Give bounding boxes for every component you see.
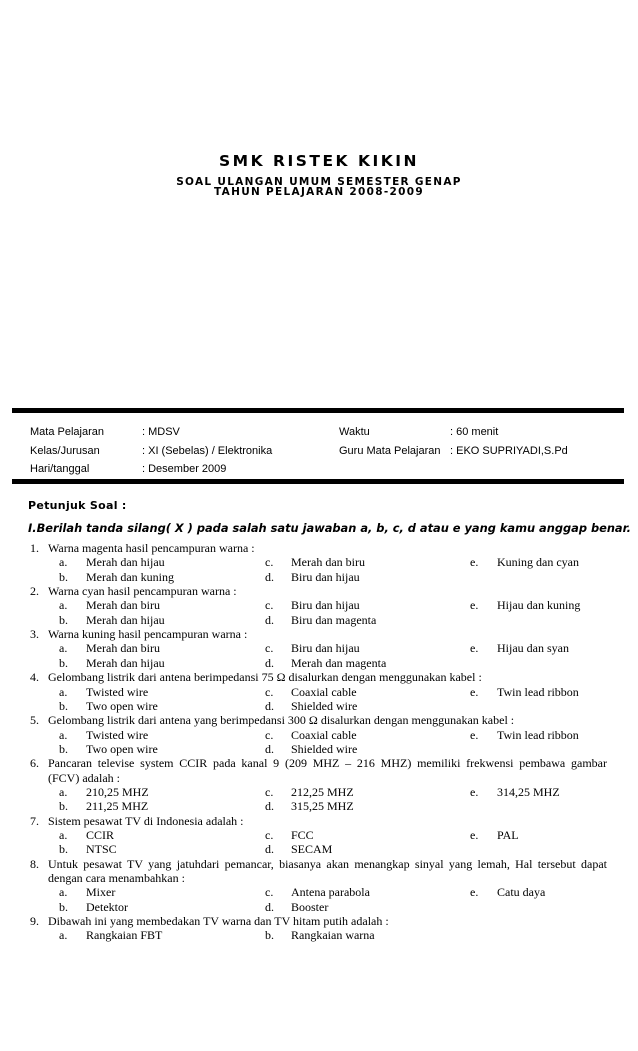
option-c: Biru dan hijau: [291, 598, 360, 613]
option-letter: a.: [59, 555, 68, 570]
option-letter: e.: [470, 784, 479, 799]
option-b: Merah dan kuning: [86, 569, 174, 584]
instructions-text: I.Berilah tanda silang( X ) pada salah satu jawaban a, b, c, d atau e yang kamu anggap benar.: [28, 521, 631, 535]
option-letter: c.: [265, 555, 274, 570]
teacher-value: : EKO SUPRIYADI,S.Pd: [450, 445, 568, 457]
question-text: Dibawah ini yang membedakan TV warna dan TV hitam putih adalah :: [48, 914, 389, 929]
subject-label: Mata Pelajaran: [30, 426, 104, 438]
option-letter: e.: [470, 885, 479, 900]
option-letter: a.: [59, 784, 68, 799]
option-letter: a.: [59, 828, 68, 842]
question-text: (FCV) adalah :: [48, 770, 120, 785]
option-a: Mixer: [86, 885, 116, 900]
option-letter: c.: [265, 684, 274, 699]
option-letter: d.: [265, 569, 274, 584]
option-e: 314,25 MHZ: [497, 784, 560, 799]
question-number: 4.: [30, 670, 39, 685]
option-letter: e.: [470, 598, 479, 613]
option-c: Merah dan biru: [291, 555, 365, 570]
option-b: Merah dan hijau: [86, 612, 165, 627]
question-number: 7.: [30, 813, 39, 828]
option-d: 315,25 MHZ: [291, 799, 354, 814]
option-letter: c.: [265, 641, 274, 656]
option-letter: c.: [265, 727, 274, 742]
school-name: SMK RISTEK KIKIN: [219, 152, 419, 170]
date-label: Hari/tanggal: [30, 463, 90, 475]
class-value: : XI (Sebelas) / Elektronika: [142, 445, 273, 457]
option-letter: e.: [470, 555, 479, 570]
option-letter: a.: [59, 598, 68, 613]
exam-title: SOAL ULANGAN UMUM SEMESTER GENAP: [176, 176, 462, 188]
option-letter: c.: [265, 784, 274, 799]
option-c: Biru dan hijau: [291, 641, 360, 656]
option-letter: d.: [265, 842, 274, 857]
question-text: Warna cyan hasil pencampuran warna :: [48, 584, 237, 599]
option-letter: e.: [470, 641, 479, 656]
option-a: Twisted wire: [86, 727, 149, 742]
option-letter: a.: [59, 684, 68, 699]
top-divider: [12, 408, 624, 413]
question-number: 8.: [30, 856, 39, 871]
option-c: Coaxial cable: [291, 684, 357, 699]
option-d: SECAM: [291, 842, 333, 857]
option-letter: b.: [265, 928, 274, 943]
question-text: Untuk pesawat TV yang jatuhdari pemancar, biasanya akan menangkap sinyal yang lemah, Hal tersebut dapat: [48, 856, 607, 871]
option-b: Detektor: [86, 899, 128, 914]
option-a: Merah dan biru: [86, 598, 160, 613]
instructions-title: Petunjuk Soal :: [28, 499, 127, 512]
option-a: Rangkaian FBT: [86, 928, 163, 943]
option-letter: c.: [265, 828, 274, 842]
bottom-divider: [12, 479, 624, 484]
option-letter: a.: [59, 727, 68, 742]
option-b: 211,25 MHZ: [86, 799, 149, 814]
option-letter: d.: [265, 698, 274, 713]
option-letter: d.: [265, 799, 274, 814]
option-c: FCC: [291, 828, 314, 842]
question-text: Gelombang listrik dari antena berimpedansi 75 Ω disalurkan dengan menggunakan kabel :: [48, 670, 482, 685]
subject-value: : MDSV: [142, 426, 180, 438]
option-letter: d.: [265, 655, 274, 670]
question-number: 6.: [30, 756, 39, 771]
option-e: Twin lead ribbon: [497, 684, 579, 699]
option-letter: b.: [59, 569, 68, 584]
option-d: Biru dan magenta: [291, 612, 377, 627]
option-letter: b.: [59, 799, 68, 814]
option-a: Merah dan hijau: [86, 555, 165, 570]
option-letter: e.: [470, 727, 479, 742]
option-letter: b.: [59, 698, 68, 713]
option-a: Merah dan biru: [86, 641, 160, 656]
option-e: Kuning dan cyan: [497, 555, 579, 570]
option-e: Catu daya: [497, 885, 546, 900]
question-number: 3.: [30, 627, 39, 642]
option-d: Shielded wire: [291, 698, 358, 713]
option-a: CCIR: [86, 828, 115, 842]
question-text: dengan cara menambahkan :: [48, 871, 185, 886]
option-e: Hijau dan syan: [497, 641, 569, 656]
option-c: Rangkaian warna: [291, 928, 375, 943]
option-letter: b.: [59, 741, 68, 756]
option-letter: a.: [59, 928, 68, 943]
option-d: Biru dan hijau: [291, 569, 360, 584]
option-e: Hijau dan kuning: [497, 598, 581, 613]
option-d: Merah dan magenta: [291, 655, 387, 670]
option-letter: d.: [265, 899, 274, 914]
question-number: 1.: [30, 541, 39, 555]
option-letter: e.: [470, 684, 479, 699]
question-number: 5.: [30, 713, 39, 728]
option-a: 210,25 MHZ: [86, 784, 149, 799]
option-letter: b.: [59, 612, 68, 627]
option-e: Twin lead ribbon: [497, 727, 579, 742]
option-b: NTSC: [86, 842, 117, 857]
option-letter: c.: [265, 885, 274, 900]
option-letter: b.: [59, 899, 68, 914]
option-c: Coaxial cable: [291, 727, 357, 742]
option-e: PAL: [497, 828, 519, 842]
academic-year: TAHUN PELAJARAN 2008-2009: [214, 186, 424, 198]
option-letter: d.: [265, 741, 274, 756]
option-d: Shielded wire: [291, 741, 358, 756]
question-number: 2.: [30, 584, 39, 599]
option-d: Booster: [291, 899, 329, 914]
option-c: Antena parabola: [291, 885, 370, 900]
option-letter: a.: [59, 885, 68, 900]
option-letter: a.: [59, 641, 68, 656]
option-letter: e.: [470, 828, 479, 842]
question-text: Pancaran televise system CCIR pada kanal 9 (209 MHZ – 216 MHZ) memiliki frekwensi pembawa gambar: [48, 756, 607, 771]
question-number: 9.: [30, 914, 39, 929]
option-b: Merah dan hijau: [86, 655, 165, 670]
question-text: Gelombang listrik dari antena yang berimpedansi 300 Ω disalurkan dengan menggunakan kabel :: [48, 713, 515, 728]
question-text: Sistem pesawat TV di Indonesia adalah :: [48, 813, 244, 828]
time-label: Waktu: [339, 426, 370, 438]
option-b: Two open wire: [86, 741, 158, 756]
option-letter: d.: [265, 612, 274, 627]
option-b: Two open wire: [86, 698, 158, 713]
question-text: Warna magenta hasil pencampuran warna :: [48, 541, 255, 555]
teacher-label: Guru Mata Pelajaran: [339, 445, 441, 457]
date-value: : Desember 2009: [142, 463, 227, 475]
class-label: Kelas/Jurusan: [30, 445, 100, 457]
option-letter: b.: [59, 842, 68, 857]
time-value: : 60 menit: [450, 426, 499, 438]
question-text: Warna kuning hasil pencampuran warna :: [48, 627, 248, 642]
option-letter: b.: [59, 655, 68, 670]
option-letter: c.: [265, 598, 274, 613]
option-c: 212,25 MHZ: [291, 784, 354, 799]
option-a: Twisted wire: [86, 684, 149, 699]
